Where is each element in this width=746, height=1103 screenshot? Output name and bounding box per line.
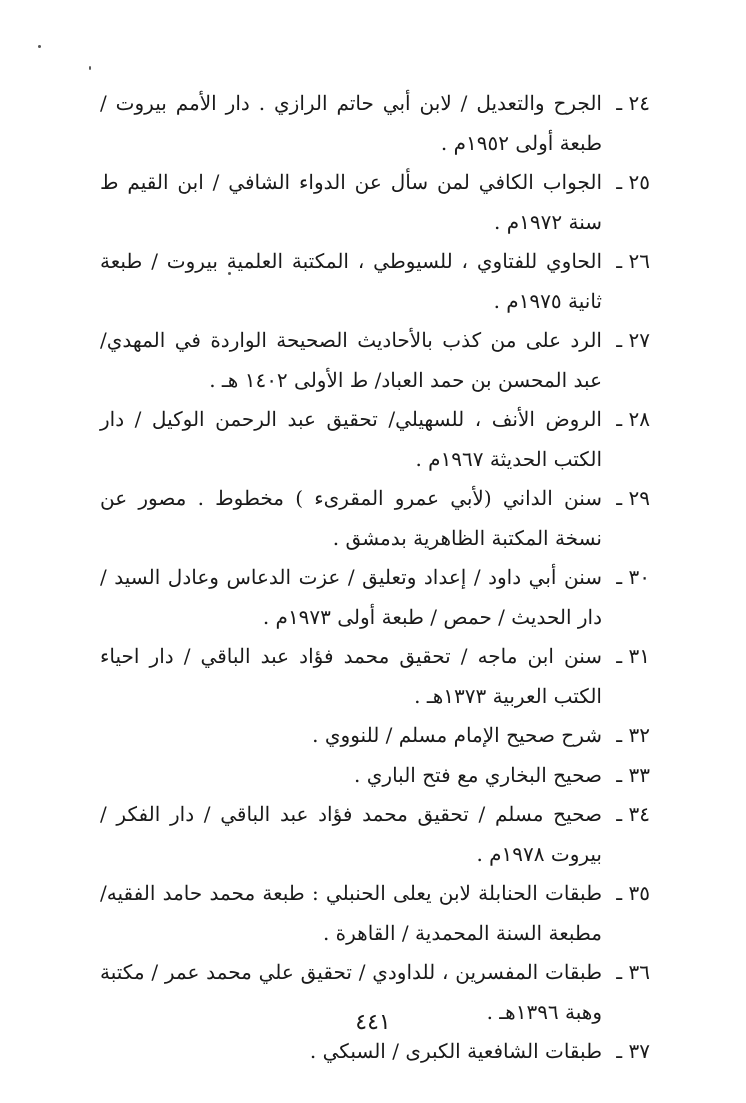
reference-item — [100, 558, 650, 637]
reference-item — [100, 756, 650, 796]
reference-item — [100, 163, 650, 242]
reference-item — [100, 242, 650, 321]
reference-number: ٢٦ ـ — [616, 249, 650, 273]
reference-text: سنن أبي داود / إعداد وتعليق / عزت الدعاس وعادل السيد / دار الحديث / حمص / طبعة أولى ١٩٧٣م . — [100, 565, 602, 629]
reference-text: الرد على من كذب بالأحاديث الصحيحة الواردة في المهدي/ عبد المحسن بن حمد العباد/ ط الأولى ١٤٠٢ هـ . — [100, 328, 602, 392]
reference-text: شرح صحيح الإمام مسلم / للنووي . — [312, 723, 602, 747]
reference-number: ٣٧ ـ — [616, 1039, 650, 1063]
page-number: ٤٤١ — [355, 1010, 391, 1035]
reference-item — [100, 400, 650, 479]
reference-item — [100, 84, 650, 163]
reference-number: ٣٣ ـ — [616, 762, 650, 787]
reference-text: طبقات المفسرين ، للداودي / تحقيق علي محمد عمر / مكتبة وهبة ١٣٩٦هـ . — [100, 960, 602, 1024]
scan-speck — [89, 66, 91, 70]
reference-number: ٣٦ ـ — [616, 960, 650, 984]
reference-number: ٢٤ ـ — [616, 91, 650, 115]
reference-item — [100, 874, 650, 953]
reference-item — [100, 716, 650, 756]
scan-speck — [38, 45, 41, 48]
reference-item — [100, 1032, 650, 1072]
reference-text: صحيح البخاري مع فتح الباري . — [354, 762, 602, 787]
reference-text: الجواب الكافي لمن سأل عن الدواء الشافي / ابن القيم ط سنة ١٩٧٢م . — [100, 170, 602, 234]
reference-number: ٢٨ ـ — [616, 407, 650, 431]
reference-number: ٢٥ ـ — [616, 170, 650, 194]
reference-item — [100, 321, 650, 400]
reference-text: الجرح والتعديل / لابن أبي حاتم الرازي . دار الأمم بيروت / طبعة أولى ١٩٥٢م . — [100, 91, 602, 155]
reference-number: ٣٤ ـ — [616, 802, 650, 826]
reference-number: ٣٥ ـ — [616, 881, 650, 905]
reference-number: ٣١ ـ — [616, 644, 650, 668]
reference-number: ٣٠ ـ — [616, 565, 650, 589]
reference-text: سنن الداني (لأبي عمرو المقرىء ) مخطوط . مصور عن نسخة المكتبة الظاهرية بدمشق . — [100, 486, 602, 550]
reference-item — [100, 637, 650, 716]
reference-number: ٣٢ ـ — [616, 723, 650, 747]
reference-text: صحيح مسلم / تحقيق محمد فؤاد عبد الباقي / دار الفكر / بيروت ١٩٧٨م . — [100, 802, 602, 866]
reference-item — [100, 479, 650, 558]
reference-text: طبقات الحنابلة لابن يعلى الحنبلي : طبعة محمد حامد الفقيه/ مطبعة السنة المحمدية / القاهرة . — [100, 881, 602, 945]
reference-list — [100, 84, 650, 1072]
reference-number: ٢٩ ـ — [616, 486, 650, 510]
reference-text: سنن ابن ماجه / تحقيق محمد فؤاد عبد الباقي / دار احياء الكتب العربية ١٣٧٣هـ . — [100, 644, 602, 708]
reference-item — [100, 795, 650, 874]
reference-number: ٢٧ ـ — [616, 328, 650, 352]
reference-text: الحاوي للفتاوي ، للسيوطي ، المكتبة العلمية بيروت / طبعة ثانية ١٩٧٥م . — [100, 249, 602, 313]
reference-text: الروض الأنف ، للسهيلي/ تحقيق عبد الرحمن الوكيل / دار الكتب الحديثة ١٩٦٧م . — [100, 407, 602, 471]
reference-text: طبقات الشافعية الكبرى / السبكي . — [309, 1039, 602, 1063]
